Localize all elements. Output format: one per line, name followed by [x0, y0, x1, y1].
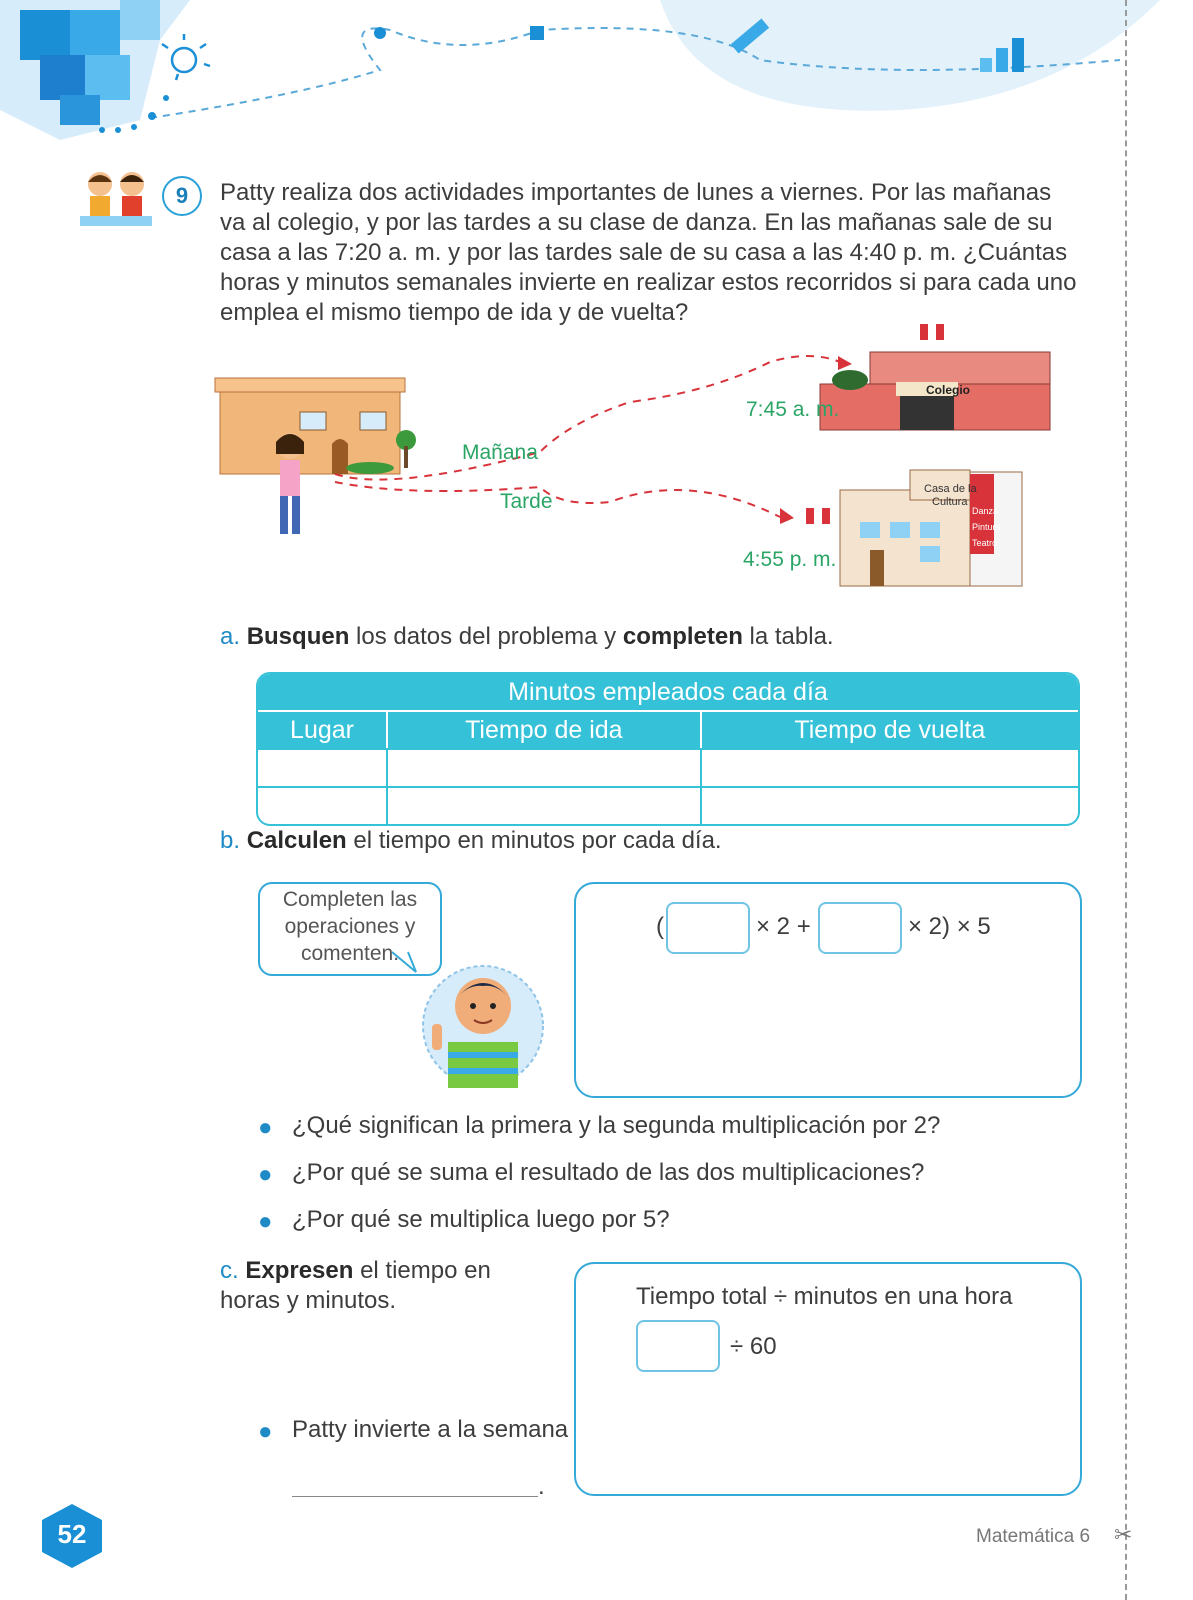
bullet: ● — [258, 1208, 273, 1235]
culture-sign-line1: Casa de la — [924, 483, 977, 495]
part-a-instruction: a. Busquen los datos del problema y completen la tabla. — [220, 623, 834, 650]
question-3: ¿Por qué se multiplica luego por 5? — [292, 1206, 670, 1233]
part-b-instruction: b. Calculen el tiempo en minutos por cada día. — [220, 827, 722, 854]
banner-painting: Pintura — [972, 522, 1001, 532]
cell-input[interactable] — [700, 786, 1078, 824]
culture-sign-line2: Cultura — [932, 496, 968, 508]
lightbulb-icon — [162, 34, 210, 80]
table-row — [258, 748, 1078, 786]
banner-dance: Danza — [972, 506, 999, 516]
answer-box-3[interactable] — [636, 1320, 720, 1372]
speech-bubble: Completen las operaciones y comenten. — [258, 882, 442, 976]
header-return: Tiempo de vuelta — [700, 710, 1078, 748]
conversion-op: ÷ 60 — [730, 1333, 777, 1360]
answer-blank-period: . — [538, 1473, 545, 1500]
school-sign: Colegio — [926, 383, 970, 397]
house-icon — [215, 378, 416, 474]
answer-sentence: Patty invierte a la semana — [292, 1416, 569, 1443]
banner-theater: Teatro — [972, 538, 998, 548]
answer-blank[interactable] — [292, 1496, 538, 1497]
problem-statement: Patty realiza dos actividades importantes de lunes a viernes. Por las mañanas va al colegio, y por las tardes a su clase de danza. En las mañanas sale de su casa a las 7:20 a. m. y por las tardes sale de su casa a las 4:40 p. m. ¿Cuántas horas y minutos semanales invierte en realizar estos recorridos si para cada uno emplea el mismo tiempo de ida y de vuelta? — [220, 179, 1077, 326]
question-1: ¿Qué significan la primera y la segunda multiplicación por 2? — [292, 1112, 941, 1139]
formula-end: × 2) × 5 — [908, 913, 991, 940]
girl-icon — [276, 433, 304, 534]
part-c-instruction: c. Expresen el tiempo en horas y minutos. — [220, 1257, 491, 1314]
label-morning: Mañana — [462, 441, 538, 464]
cell-input[interactable] — [258, 786, 386, 824]
cut-line — [1125, 0, 1127, 1600]
bullet: ● — [258, 1114, 273, 1141]
answer-box-1[interactable] — [666, 902, 750, 954]
header-decoration — [0, 0, 1193, 150]
time-culture: 4:55 p. m. — [743, 548, 837, 571]
problem-number: 9 — [162, 176, 202, 216]
book-title: Matemática 6 — [976, 1526, 1091, 1547]
formula-open: ( — [656, 913, 664, 940]
school-icon — [820, 324, 1050, 430]
cell-input[interactable] — [386, 748, 700, 786]
formula-mid: × 2 + — [756, 913, 811, 940]
label-afternoon: Tarde — [500, 490, 553, 513]
table-title: Minutos empleados cada día — [258, 674, 1078, 710]
bullet: ● — [258, 1418, 273, 1445]
time-school: 7:45 a. m. — [746, 398, 840, 421]
scissors-icon: ✂ — [1114, 1522, 1133, 1547]
cell-input[interactable] — [258, 748, 386, 786]
cell-input[interactable] — [386, 786, 700, 824]
header-going: Tiempo de ida — [386, 710, 700, 748]
conversion-title: Tiempo total ÷ minutos en una hora — [636, 1283, 1013, 1310]
page-number: 52 — [57, 1519, 87, 1549]
cell-input[interactable] — [700, 748, 1078, 786]
header-place: Lugar — [258, 710, 386, 748]
table-row — [258, 786, 1078, 824]
route-illustration — [210, 322, 1070, 600]
answer-box-2[interactable] — [818, 902, 902, 954]
minutes-table — [256, 672, 1080, 826]
children-reading-icon — [76, 168, 156, 230]
question-2: ¿Por qué se suma el resultado de las dos multiplicaciones? — [292, 1159, 925, 1186]
bubble-tail — [390, 950, 420, 976]
bullet: ● — [258, 1161, 273, 1188]
boy-icon — [418, 944, 548, 1094]
